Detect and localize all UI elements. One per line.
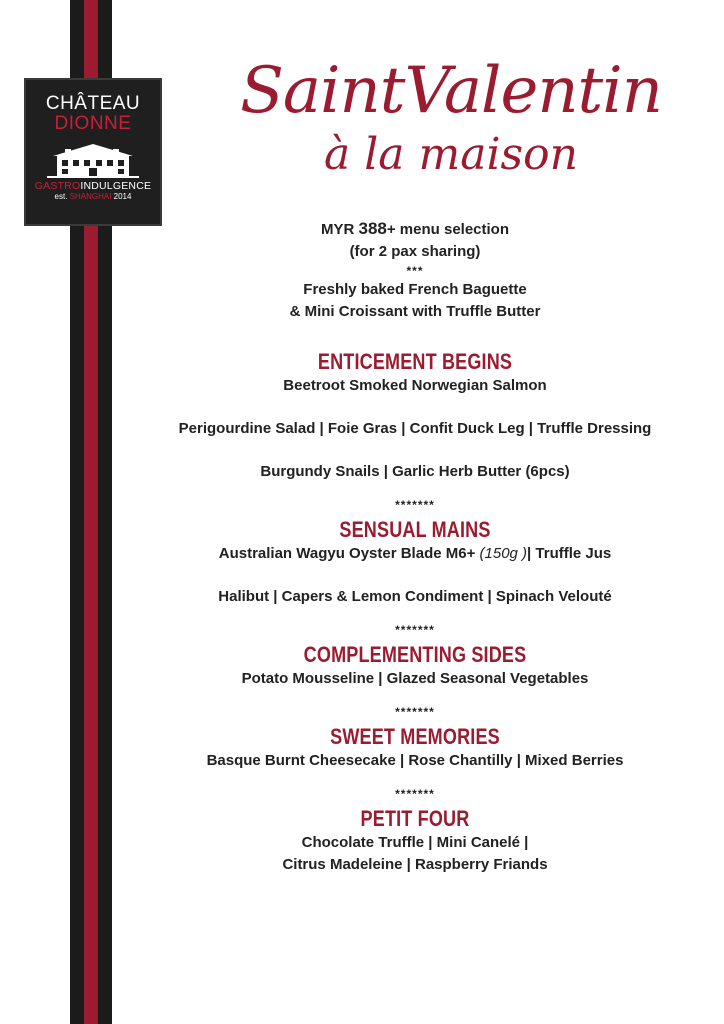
separator: ******* xyxy=(395,498,435,512)
logo-tagline: GASTROINDULGENCE xyxy=(34,180,152,192)
intro-stars: *** xyxy=(406,264,424,278)
menu-body xyxy=(140,218,690,876)
price-line: MYR 388+ menu selection xyxy=(321,219,509,238)
bread-line-1: Freshly baked French Baguette xyxy=(303,281,527,298)
subtitle-a-la-maison: à la maison xyxy=(324,129,578,180)
separator: ******* xyxy=(395,705,435,719)
logo-line-chateau: CHÂTEAU xyxy=(45,93,141,114)
building-icon xyxy=(47,140,139,178)
logo-line-dionne: DIONNE xyxy=(54,113,132,134)
bread-line-2: & Mini Croissant with Truffle Butter xyxy=(289,303,541,320)
chateau-dionne-logo xyxy=(24,78,162,226)
heading-enticement-begins: ENTICEMENT BEGINS xyxy=(317,349,513,374)
heading-complementing-sides: COMPLEMENTING SIDES xyxy=(303,642,527,667)
logo-established: est. SHANGHAI 2014 xyxy=(54,192,132,201)
enticement-item-3: Burgundy Snails | Garlic Herb Butter (6pcs) xyxy=(260,463,570,480)
heading-sensual-mains: SENSUAL MAINS xyxy=(339,517,491,542)
heading-petit-four: PETIT FOUR xyxy=(360,806,470,831)
title-saint-valentin: SaintValentin xyxy=(240,54,662,128)
sweet-item-1: Basque Burnt Cheesecake | Rose Chantilly | Mixed Berries xyxy=(206,752,624,769)
separator: ******* xyxy=(395,787,435,801)
enticement-item-2: Perigourdine Salad | Foie Gras | Confit Duck Leg | Truffle Dressing xyxy=(178,420,652,437)
heading-sweet-memories: SWEET MEMORIES xyxy=(330,724,500,749)
petit-item-1: Chocolate Truffle | Mini Canelé | xyxy=(301,834,529,851)
petit-item-2: Citrus Madeleine | Raspberry Friands xyxy=(282,856,548,873)
sides-item-1: Potato Mousseline | Glazed Seasonal Vegetables xyxy=(241,670,589,687)
mains-item-1: Australian Wagyu Oyster Blade M6+ (150g )| Truffle Jus xyxy=(218,545,612,562)
separator: ******* xyxy=(395,623,435,637)
pax-line: (for 2 pax sharing) xyxy=(349,243,481,260)
enticement-item-1: Beetroot Smoked Norwegian Salmon xyxy=(283,377,547,394)
mains-item-2: Halibut | Capers & Lemon Condiment | Spinach Velouté xyxy=(218,588,612,605)
